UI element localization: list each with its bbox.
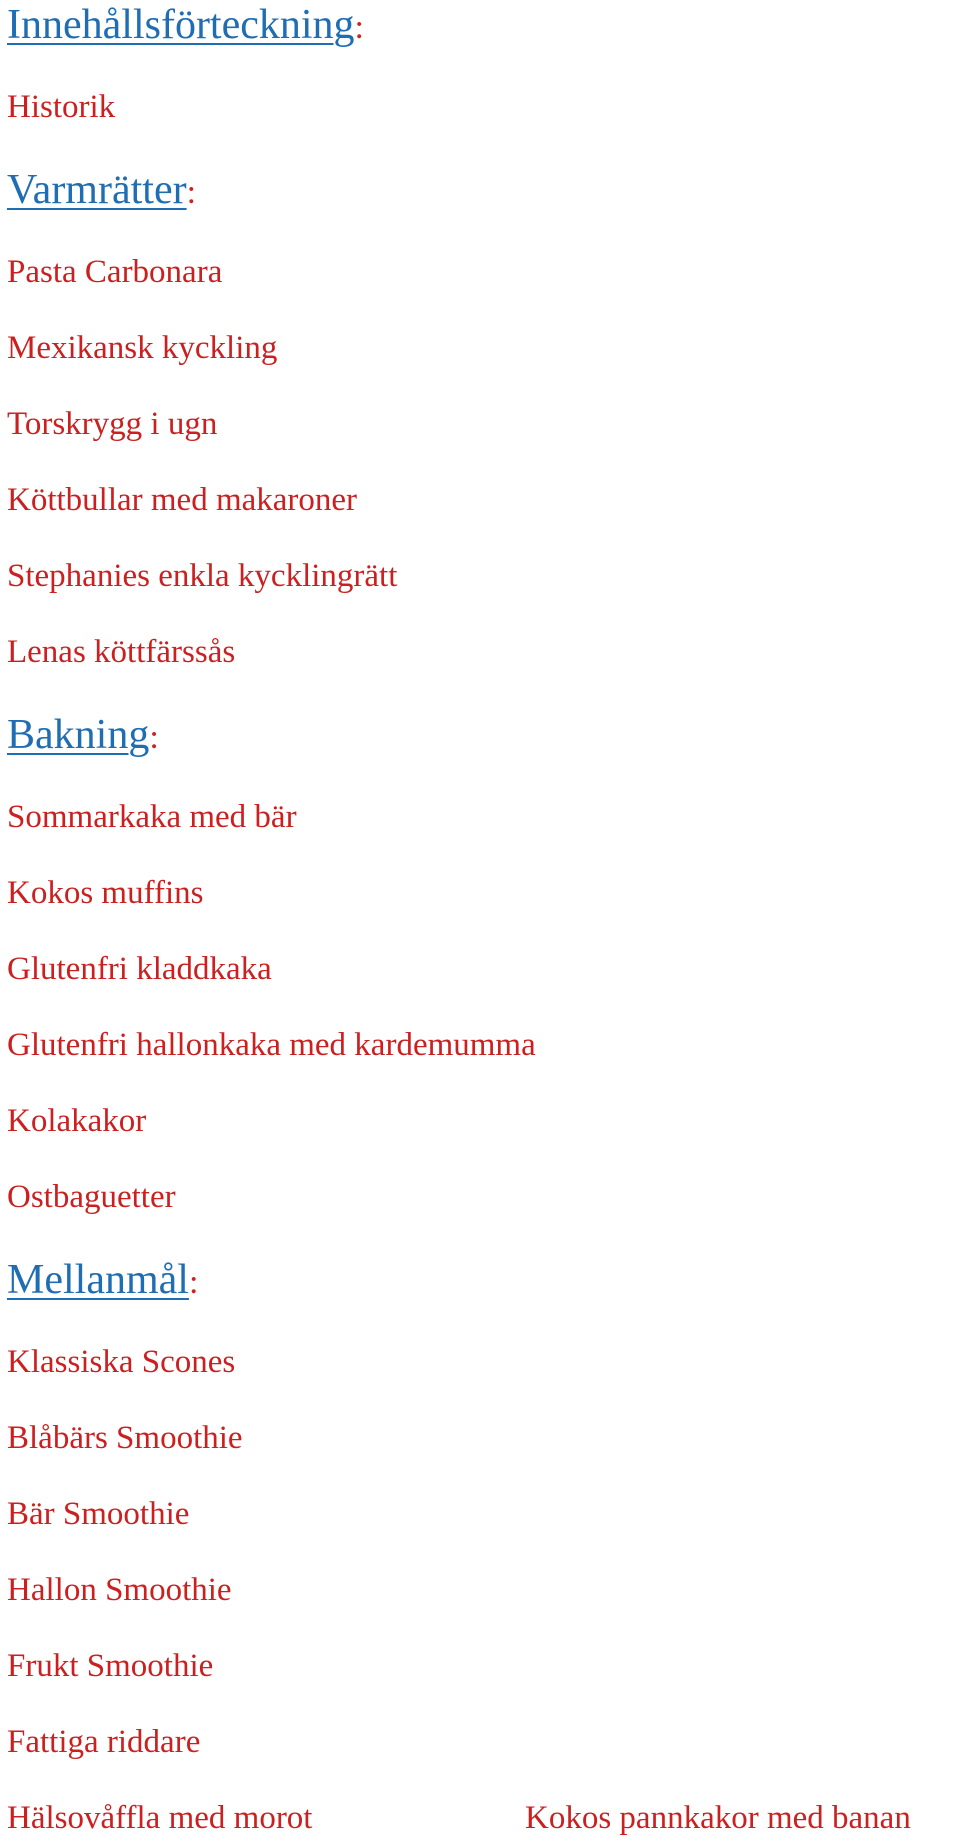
toc-title	[7, 4, 364, 46]
toc-item[interactable]: Torskrygg i ugn	[7, 406, 218, 442]
toc-item-right[interactable]: Kokos pannkakor med banan	[525, 1800, 911, 1836]
toc-item[interactable]: Blåbärs Smoothie	[7, 1420, 243, 1456]
toc-item[interactable]: Hallon Smoothie	[7, 1572, 232, 1608]
toc-item[interactable]: Stephanies enkla kycklingrätt	[7, 558, 398, 594]
toc-item[interactable]: Köttbullar med makaroner	[7, 482, 358, 518]
toc-item[interactable]: Fattiga riddare	[7, 1724, 201, 1760]
toc-item[interactable]: Mexikansk kyckling	[7, 330, 278, 366]
section-heading-bakning-colon: :	[149, 719, 159, 756]
section-heading-varmratter-colon: :	[186, 174, 197, 211]
toc-item[interactable]: Kolakakor	[7, 1103, 147, 1139]
toc-item[interactable]: Sommarkaka med bär	[7, 799, 297, 835]
section-heading-mellanmal	[7, 1259, 198, 1301]
section-heading-varmratter-text[interactable]: Varmrätter	[7, 167, 187, 213]
section-heading-mellanmal-colon: :	[188, 1264, 199, 1301]
toc-item[interactable]: Lenas köttfärssås	[7, 634, 236, 670]
toc-title-text[interactable]: Innehållsförteckning	[7, 2, 355, 48]
toc-title-colon: :	[354, 9, 364, 46]
toc-item[interactable]: Glutenfri kladdkaka	[7, 951, 272, 987]
toc-item[interactable]: Bär Smoothie	[7, 1496, 190, 1532]
section-heading-mellanmal-text[interactable]: Mellanmål	[7, 1257, 189, 1303]
toc-item[interactable]: Kokos muffins	[7, 875, 204, 911]
toc-item[interactable]: Klassiska Scones	[7, 1344, 236, 1380]
section-heading-bakning-text[interactable]: Bakning	[7, 712, 150, 758]
section-heading-bakning	[7, 714, 159, 756]
toc-item[interactable]: Glutenfri hallonkaka med kardemumma	[7, 1027, 536, 1063]
toc-item-historik[interactable]: Historik	[7, 89, 116, 125]
toc-item[interactable]: Pasta Carbonara	[7, 254, 223, 290]
toc-item[interactable]: Frukt Smoothie	[7, 1648, 214, 1684]
section-heading-varmratter	[7, 169, 196, 211]
toc-item[interactable]: Ostbaguetter	[7, 1179, 176, 1215]
toc-item[interactable]: Hälsovåffla med morot	[7, 1800, 313, 1836]
